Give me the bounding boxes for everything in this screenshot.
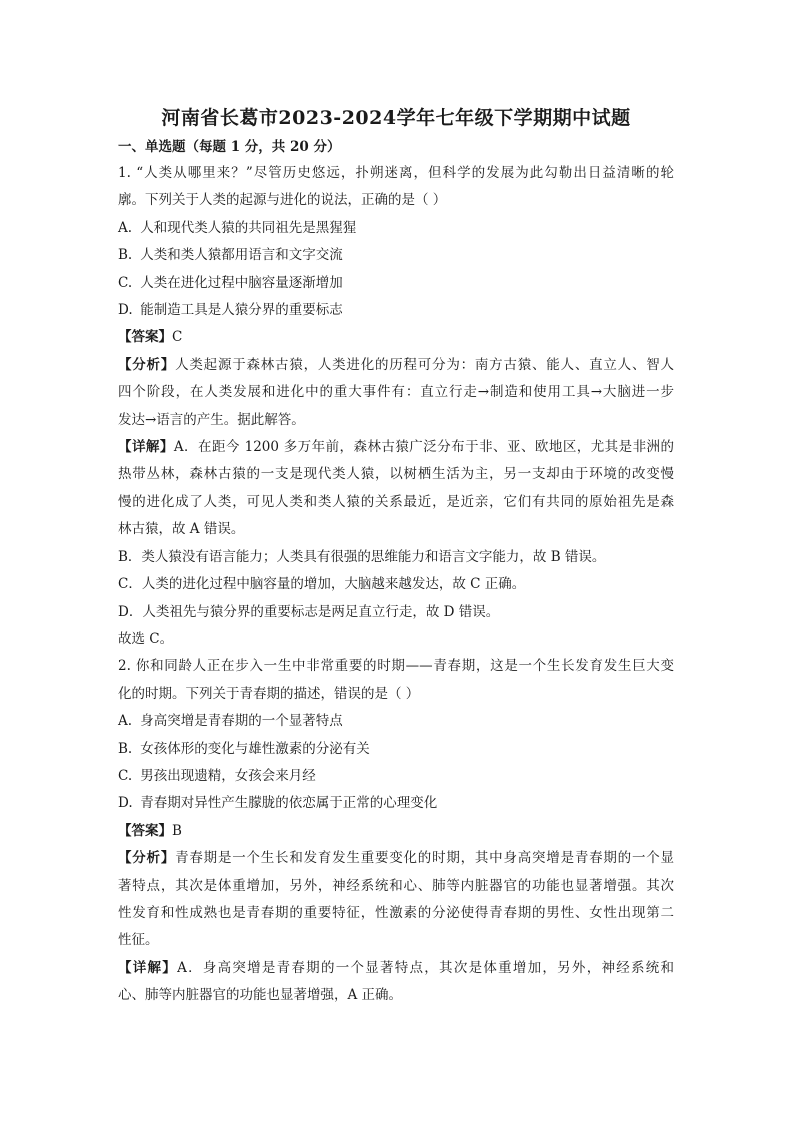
- analysis-line: 四个阶段，在人类发展和进化中的重大事件有：直立行走→制造和使用工具→大脑进一步: [118, 384, 674, 401]
- answer-value: B: [172, 822, 182, 839]
- detail-tag: 【详解】: [118, 959, 178, 976]
- option-text: 女孩体形的变化与雄性激素的分泌有关: [140, 740, 370, 757]
- question-stem-line: 1. “人类从哪里来？”尽管历史悠远，扑朔迷离，但科学的发展为此勾勒出日益清晰的轮: [118, 165, 674, 181]
- answer-value: C: [172, 329, 183, 346]
- option-letter: A.: [118, 713, 133, 730]
- option-d: [118, 297, 674, 324]
- option-text: 人类和类人猿都用语言和文字交流: [140, 247, 343, 264]
- question-stem-line: 化的时期。下列关于青春期的描述，错误的是（ ）: [118, 685, 420, 702]
- option-c: [118, 763, 674, 790]
- detail-line: 心、肺等内脏器官的功能也显著增强，A 正确。: [118, 987, 403, 1004]
- answer-line: [118, 818, 674, 845]
- option-c: [118, 270, 674, 297]
- question-2: [118, 653, 674, 1009]
- answer-tag: 【答案】: [118, 329, 172, 346]
- answer-tag: 【答案】: [118, 822, 172, 839]
- analysis-line: 发达→语言的产生。据此解答。: [118, 411, 305, 428]
- detail-line: 热带丛林，森林古猿的一支是现代类人猿，以树栖生活为主，另一支却由于环境的改变慢: [118, 466, 674, 483]
- option-letter: C.: [118, 767, 133, 784]
- detail-line: 林古猿，故 A 错误。: [118, 521, 245, 538]
- option-letter: D.: [118, 795, 133, 812]
- analysis-line: [118, 845, 674, 872]
- question-stem-line: 廓。下列关于人类的起源与进化的说法，正确的是（ ）: [118, 192, 447, 209]
- option-a: [118, 708, 674, 735]
- option-text: 人和现代类人猿的共同祖先是黑猩猩: [140, 219, 357, 236]
- detail-line: 慢的进化成了人类，可见人类和类人猿的关系最近，是近亲，它们有共同的原始祖先是森: [118, 493, 674, 510]
- question-stem-line: 2. 你和同龄人正在步入一生中非常重要的时期——青春期，这是一个生长发育发生巨大变: [118, 658, 674, 675]
- question-1: [118, 160, 674, 653]
- analysis-tag: 【分析】: [118, 850, 176, 867]
- detail-line: [118, 955, 674, 982]
- analysis-line: 著特点，其次是体重增加，另外，神经系统和心、肺等内脏器官的功能也显著增强。其次: [118, 877, 674, 894]
- analysis-tag: 【分析】: [118, 356, 176, 373]
- detail-line: [118, 434, 674, 461]
- detail-tag: 【详解】: [118, 439, 174, 456]
- option-a: [118, 215, 674, 242]
- option-b: [118, 242, 674, 269]
- option-d: [118, 790, 674, 817]
- detail-line: 故选 C。: [118, 630, 174, 647]
- detail-line: D．人类祖先与猿分界的重要标志是两足直立行走，故 D 错误。: [118, 603, 500, 620]
- answer-line: [118, 324, 674, 351]
- option-text: 身高突增是青春期的一个显著特点: [140, 713, 343, 730]
- document-page: [118, 104, 674, 1010]
- option-letter: B.: [118, 740, 133, 757]
- detail-text: A．在距今 1200 多万年前，森林古猿广泛分布于非、亚、欧地区，尤其是非洲的: [173, 439, 675, 456]
- option-b: [118, 736, 674, 763]
- section-heading: 一、单选题（每题 1 分，共 20 分）: [118, 139, 341, 155]
- analysis-line: 性发育和性成熟也是青春期的重要特征，性激素的分泌使得青春期的男性、女性出现第二: [118, 904, 674, 921]
- option-text: 人类在进化过程中脑容量逐渐增加: [140, 274, 343, 291]
- detail-text: A．身高突增是青春期的一个显著特点，其次是体重增加，另外，神经系统和: [177, 959, 675, 976]
- option-letter: B.: [118, 247, 133, 264]
- option-text: 青春期对异性产生朦胧的依恋属于正常的心理变化: [140, 795, 438, 812]
- option-letter: D.: [118, 302, 133, 319]
- analysis-line: 性征。: [118, 932, 159, 949]
- analysis-text: 人类起源于森林古猿，人类进化的历程可分为：南方古猿、能人、直立人、智人: [175, 356, 675, 373]
- detail-line: C．人类的进化过程中脑容量的增加，大脑越来越发达，故 C 正确。: [118, 576, 526, 593]
- analysis-line: [118, 352, 674, 379]
- document-title: 河南省长葛市2023-2024学年七年级下学期期中试题: [161, 107, 631, 129]
- detail-line: B．类人猿没有语言能力；人类具有很强的思维能力和语言文字能力，故 B 错误。: [118, 548, 606, 565]
- option-text: 能制造工具是人猿分界的重要标志: [140, 302, 343, 319]
- option-letter: A.: [118, 219, 133, 236]
- analysis-text: 青春期是一个生长和发育发生重要变化的时期，其中身高突增是青春期的一个显: [175, 850, 675, 867]
- option-letter: C.: [118, 274, 133, 291]
- option-text: 男孩出现遗精，女孩会来月经: [140, 767, 316, 784]
